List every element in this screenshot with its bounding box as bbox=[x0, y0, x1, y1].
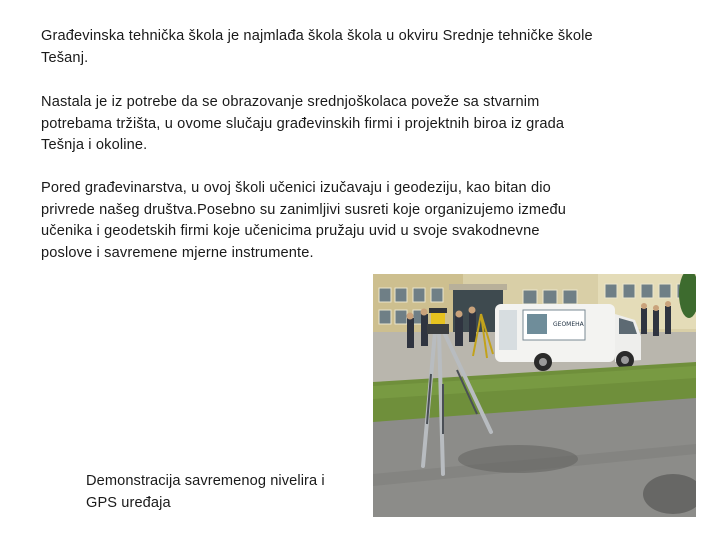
origin-paragraph: Nastala je iz potrebe da se obrazovanje srednjoškolaca poveže sa stvarnim potrebama tržišta, u ovome slučaju građevinskih firmi i projektnih biroa iz grada Tešnja i okoline. bbox=[41, 94, 565, 154]
photo-caption: Demonstracija savremenog nivelira i GPS uređaja bbox=[86, 473, 325, 511]
geodesy-paragraph: Pored građevinarstva, u ovoj školi učenici izučavaju i geodeziju, kao bitan dio privrede našeg društva.Posebno su zanimljivi susreti koje organizujemo između učenika i geodetskih firmi koje učenicima pružaju uvid u svoje svakodnevne poslove i savremene mjerne instrumente. bbox=[41, 180, 567, 261]
surveying-demo-photo bbox=[373, 274, 696, 517]
intro-paragraph: Građevinska tehnička škola je najmlađa škola škola u okviru Srednje tehničke škole Tešanj. bbox=[41, 28, 593, 66]
van-brand-text: GEOMEHA bbox=[553, 321, 584, 328]
